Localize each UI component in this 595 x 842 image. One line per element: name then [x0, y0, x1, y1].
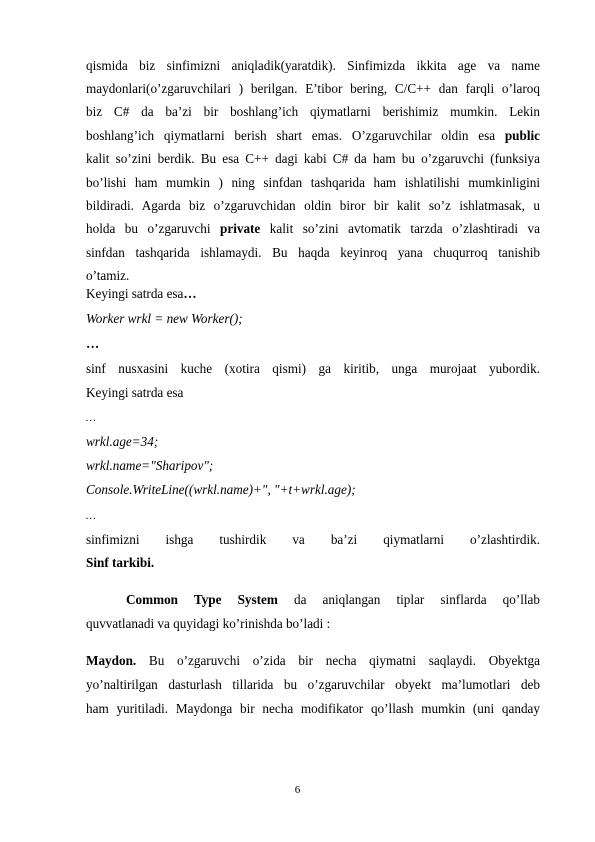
text-segment: holda bu o’zgaruvchi [86, 221, 220, 236]
text-line: maydonlari(o’zgaruvchilari ) berilgan. E’tibor bering, C/C++ dan farqli o’laroq [86, 81, 540, 96]
text-segment: boshlang’ich qiymatlarni berish shart emas. O’zgaruvchilar oldin esa [86, 128, 505, 143]
text-line: sinfimizni ishga tushirdik va ba’zi qiymatlarni o’zlashtirdik. [86, 532, 540, 547]
ellipsis: … [86, 412, 96, 424]
keyword-public: public [504, 128, 540, 143]
text-line: quvvatlanadi va quyidagi ko’rinishda bo’ladi : [86, 616, 331, 631]
page-number: 6 [294, 784, 301, 796]
term-maydon: Maydon. [86, 653, 137, 668]
keyword-private: private [220, 221, 261, 236]
text-line: biz C# da ba’zi bir boshlang’ich qiymatlarni berishimiz mumkin. Lekin [86, 104, 540, 119]
code-line: wrkl.name="Sharipov"; [86, 458, 214, 473]
text-line [86, 653, 540, 669]
text-line: ham yuritiladi. Maydonga bir necha modifikator qo’llash mumkin (uni qanday [86, 701, 540, 716]
code-line: Console.WriteLine((wrkl.name)+", "+t+wrkl.age); [86, 482, 356, 497]
text-line: kalit so’zini berdik. Bu esa C++ dagi kabi C# da ham bu o’zgaruvchi (funksiya [86, 151, 540, 166]
text-segment: kalit so’zini avtomatik tarzda o’zlashtiradi va [260, 221, 540, 236]
text-line [86, 221, 540, 237]
text-line [86, 286, 540, 302]
term-common-type-system: Common Type System [126, 592, 278, 607]
text-line: sinf nusxasini kuche (xotira qismi) ga kiritib, unga murojaat yubordik. [86, 361, 540, 376]
text-line: bildiradi. Agarda biz o’zgaruvchidan oldin biror bir kalit so’z ishlatmasak, u [86, 198, 540, 213]
ellipsis: … [183, 286, 197, 301]
text-line: Keyingi satrda esa [86, 385, 184, 400]
text-segment: Bu o’zgaruvchi o’zida bir necha qiymatni saqlaydi. Obyektga [136, 653, 540, 668]
text-line: qismida biz sinfimizni aniqladik(yaratdik). Sinfimizda ikkita age va name [86, 58, 540, 73]
ellipsis: … [86, 336, 100, 351]
ellipsis: … [86, 510, 96, 522]
text-line: yo’naltirilgan dasturlash tillarida bu o’zgaruvchilar obyekt ma’lumotlari deb [86, 677, 540, 692]
text-line: sinfdan tashqarida ishlamaydi. Bu haqda keyinroq yana chuqurroq tanishib [86, 245, 540, 260]
text-segment: da aniqlangan tiplar sinflarda qo’llab [277, 592, 541, 607]
text-segment: Keyingi satrda esa [86, 286, 184, 301]
text-line: o’tamiz. [86, 268, 130, 283]
code-line: wrkl.age=34; [86, 434, 159, 449]
text-line: bo’lishi ham mumkin ) ning sinfdan tashqarida ham ishlatilishi mumkinligini [86, 175, 540, 190]
text-line [126, 592, 540, 608]
text-line [86, 128, 540, 144]
code-line: Worker wrkl = new Worker(); [86, 311, 243, 326]
section-heading: Sinf tarkibi. [86, 555, 155, 570]
